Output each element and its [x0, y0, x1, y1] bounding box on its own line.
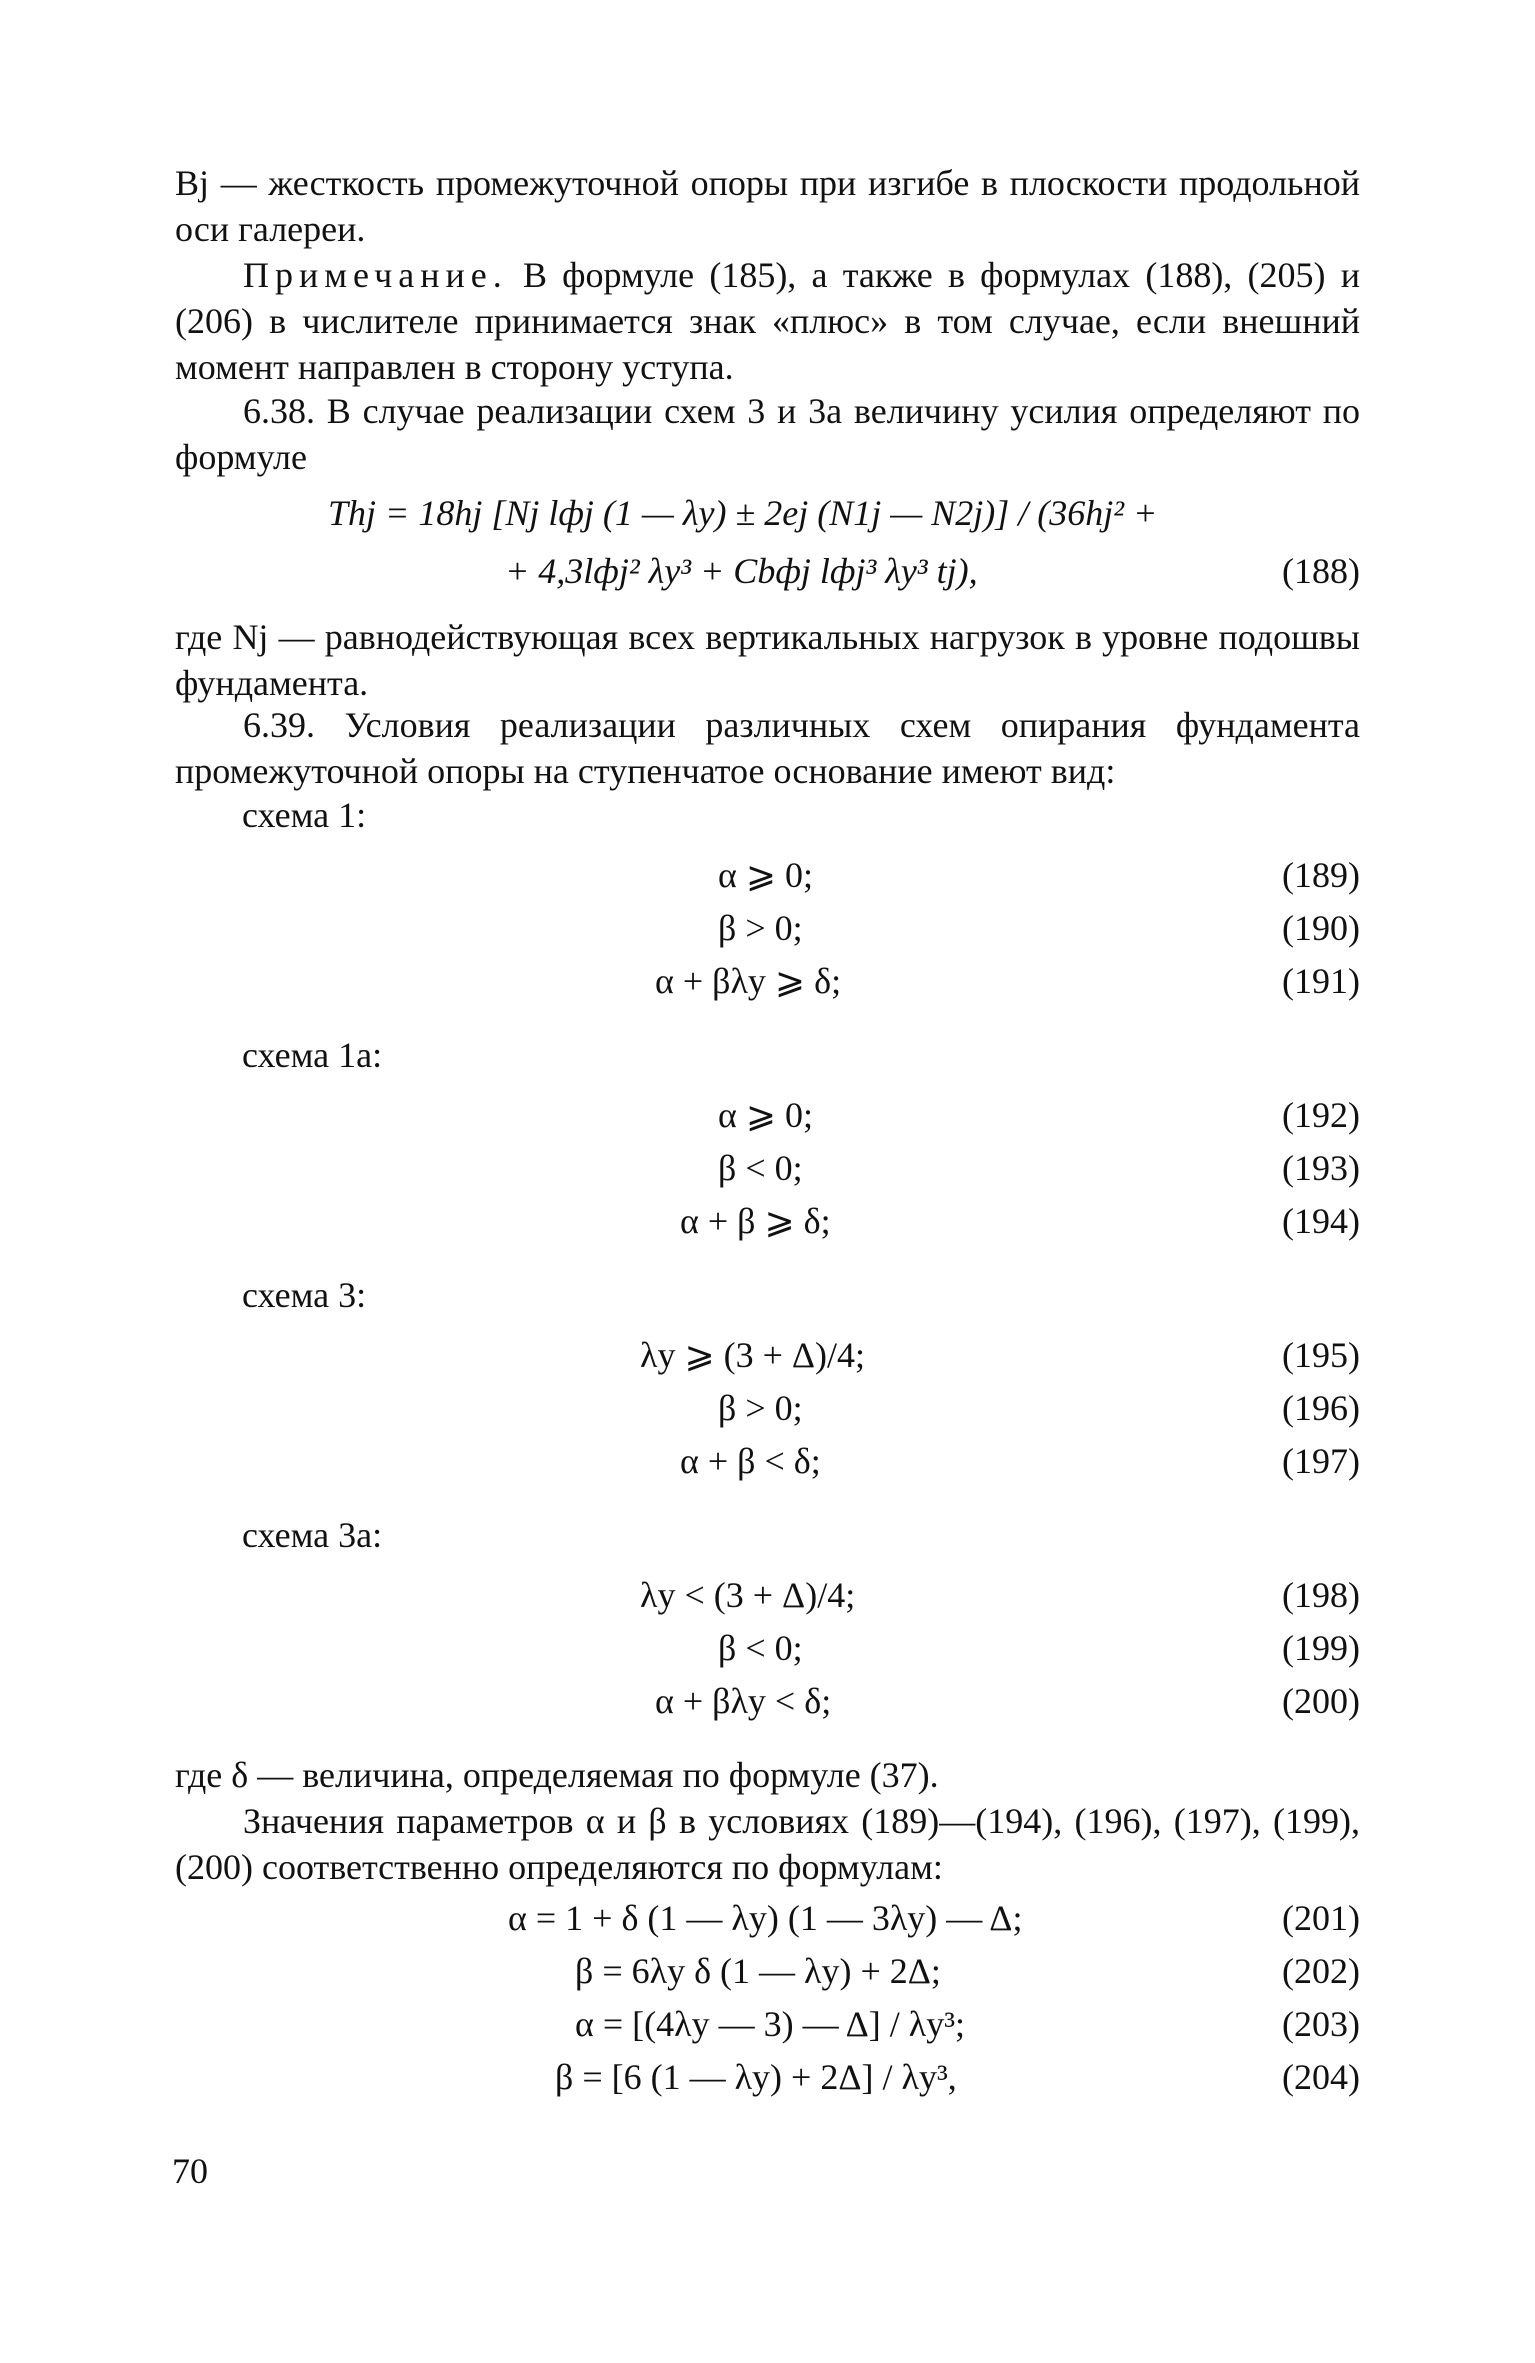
equation-expr: β < 0; — [718, 1628, 803, 1668]
equation-number: (202) — [1282, 1951, 1360, 1991]
equation-expr: α ⩾ 0; — [718, 855, 814, 895]
equation-expr: β > 0; — [718, 1388, 803, 1428]
equation-expr: β = [6 (1 — λy) + 2Δ] / λy³, — [555, 2057, 957, 2097]
equation-expr: + 4,3lфj² λy³ + Cbфj lфj³ λy³ tj), — [505, 551, 978, 591]
paragraph-delta-definition: где δ — величина, определяемая по формуле (37). — [175, 1755, 939, 1795]
page-number: 70 — [172, 2151, 208, 2191]
equation-number: (199) — [1282, 1628, 1360, 1668]
equation-number: (195) — [1282, 1335, 1360, 1375]
equation-number: (193) — [1282, 1148, 1360, 1188]
equation-number: (192) — [1282, 1095, 1360, 1135]
note-label: Примечание. — [243, 255, 508, 295]
equation-expr: β < 0; — [718, 1148, 803, 1188]
paragraph-6-38: 6.38. В случае реализации схем 3 и 3а величину усилия определяют по формуле — [175, 391, 1360, 477]
equation-number: (196) — [1282, 1388, 1360, 1428]
equation-number: (204) — [1282, 2057, 1360, 2097]
note-text: В формуле (185), а также в формулах (188), (205) и (206) в числителе принимается знак «плюс» в том случае, если внешний момент направлен в сторону уступа. — [175, 255, 1360, 387]
equation-number: (200) — [1282, 1681, 1360, 1721]
scheme-label: схема 3: — [242, 1275, 367, 1315]
equation-expr: α + β < δ; — [680, 1441, 821, 1481]
equation-expr: λy < (3 + Δ)/4; — [640, 1575, 856, 1615]
paragraph-bj-definition — [175, 160, 1360, 252]
scheme-label: схема 1: — [242, 795, 367, 835]
equation-number: (191) — [1282, 961, 1360, 1001]
paragraph-note — [175, 252, 1360, 390]
equation-expr: β = 6λy δ (1 — λy) + 2Δ; — [575, 1951, 941, 1991]
equation-number: (190) — [1282, 908, 1360, 948]
equation-number: (188) — [1282, 551, 1360, 591]
equation-expr: Thj = 18hj [Nj lфj (1 — λy) ± 2ej (N1j — N2j)] / (36hj² + — [328, 493, 1158, 533]
equation-number: (197) — [1282, 1441, 1360, 1481]
equation-expr: α + β ⩾ δ; — [680, 1201, 831, 1241]
paragraph-6-39: 6.39. Условия реализации различных схем опирания фундамента промежуточной опоры на ступенчатое основание имеют вид: — [175, 705, 1360, 791]
equation-number: (201) — [1282, 1898, 1360, 1938]
equation-expr: α = 1 + δ (1 — λy) (1 — 3λy) — Δ; — [508, 1898, 1023, 1938]
equation-expr: α + βλy < δ; — [655, 1681, 832, 1721]
paragraph-bj-text: Bj — жесткость промежуточной опоры при изгибе в плоскости продольной оси галереи. — [175, 163, 1360, 249]
scheme-label: схема 3а: — [242, 1515, 383, 1555]
equation-number: (189) — [1282, 855, 1360, 895]
equation-expr: β > 0; — [718, 908, 803, 948]
equation-number: (194) — [1282, 1201, 1360, 1241]
equation-expr: λy ⩾ (3 + Δ)/4; — [640, 1335, 866, 1375]
paragraph-parameter-values: Значения параметров α и β в условиях (189)—(194), (196), (197), (199), (200) соответственно определяются по формулам: — [175, 1801, 1360, 1887]
paragraph-nj-definition: где Nj — равнодействующая всех вертикальных нагрузок в уровне подошвы фундамента. — [175, 617, 1360, 703]
equation-expr: α + βλy ⩾ δ; — [655, 961, 842, 1001]
equation-number: (198) — [1282, 1575, 1360, 1615]
scheme-label: схема 1а: — [242, 1035, 383, 1075]
equation-expr: α ⩾ 0; — [718, 1095, 814, 1135]
equation-number: (203) — [1282, 2004, 1360, 2044]
equation-expr: α = [(4λy — 3) — Δ] / λy³; — [575, 2004, 965, 2044]
